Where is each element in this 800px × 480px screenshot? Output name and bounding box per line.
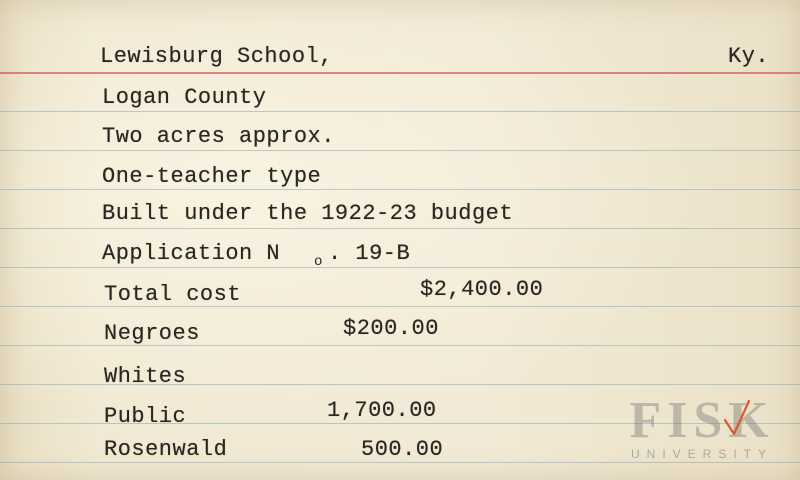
- fisk-university-watermark: [612, 393, 792, 473]
- application-label: Application N: [102, 241, 281, 266]
- state: Ky.: [728, 44, 770, 69]
- check-mark-icon: [722, 398, 752, 438]
- ruled-line: [0, 111, 800, 112]
- ruled-line: [0, 267, 800, 268]
- total-cost-label: Total cost: [104, 282, 242, 307]
- total-cost-value: $2,400.00: [420, 277, 544, 302]
- budget-year: Built under the 1922-23 budget: [102, 201, 514, 226]
- application-number-mark: o: [314, 254, 323, 270]
- application-number: . 19-B: [328, 241, 411, 266]
- ruled-line: [0, 228, 800, 229]
- ruled-line: [0, 189, 800, 190]
- whites-label: Whites: [104, 364, 187, 389]
- public-value: 1,700.00: [327, 398, 437, 423]
- school-name: Lewisburg School,: [100, 44, 333, 69]
- watermark-subtitle: UNIVERSITY: [630, 447, 773, 461]
- school-type: One-teacher type: [102, 164, 322, 189]
- negroes-value: $200.00: [343, 316, 439, 341]
- rosenwald-value: 500.00: [361, 437, 444, 462]
- ruled-line: [0, 150, 800, 151]
- negroes-label: Negroes: [104, 321, 200, 346]
- rosenwald-label: Rosenwald: [104, 437, 228, 462]
- watermark-name: FISK: [629, 392, 775, 449]
- public-label: Public: [104, 404, 187, 429]
- header-red-rule: [0, 72, 800, 74]
- county: Logan County: [102, 85, 267, 110]
- acreage: Two acres approx.: [102, 124, 335, 149]
